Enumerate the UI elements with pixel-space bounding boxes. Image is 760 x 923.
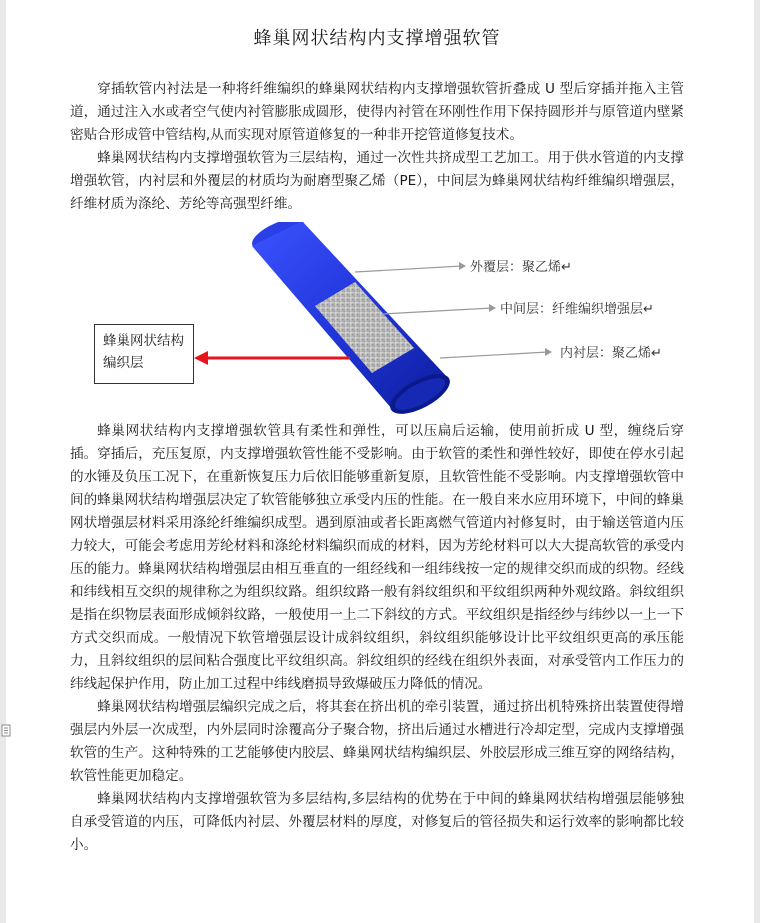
label-middle-layer: 中间层：纤维编织增强层↵ xyxy=(500,302,654,317)
callout-box: 蜂巢网状结构编织层 xyxy=(94,324,194,384)
leader-inner xyxy=(440,352,548,358)
paragraph-2: 蜂巢网状结构内支撑增强软管为三层结构，通过一次性共挤成型工艺加工。用于供水管道的内支撑增强软管，内衬层和外覆层的材质均为耐磨型聚乙烯（PE），中间层为蜂巢网状结构纤维编织增强层，纤维材质为涤纶、芳纶等高强型纤维。 xyxy=(70,150,684,212)
paragraph-3: 蜂巢网状结构内支撑增强软管具有柔性和弹性，可以压扁后运输，使用前折成 U 型，缠绕后穿插。穿插后，充压复原，内支撑增强软管性能不受影响。由于软管的柔性和弹性较好，即使在停水引起的水锤及负压工况下，在重新恢复压力后依旧能够重新复原，且软管性能不受影响。内支撑增强软管中间的蜂巢网状结构增强层决定了软管能够独立承受内压的性能。在一般自来水应用环境下，中间的蜂巢网状增强层材料采用涤纶纤维编织成型。遇到原油或者长距离燃气管道内衬修复时，由于输送管道内压力较大，可能会考虑用芳纶材料和涤纶材料编织而成的材料，因为芳纶材料可以大大提高软管的承受内压的能力。蜂巢网状结构增强层由相互垂直的一组经线和一组纬线按一定的规律交织而成的织物。经线和纬线相互交织的规律称之为组织纹路。组织纹路一般有斜纹组织和平纹组织两种外观纹路。斜纹组织是指在织物层表面形成倾斜纹路，一般使用一上二下斜纹的方式。平纹组织是指经纱与纬纱以一上一下方式交织而成。一般情况下软管增强层设计成斜纹组织，斜纹组织能够设计比平纹组织更高的承压能力，且斜纹组织的层间粘合强度比平纹组织高。斜纹组织的经线在组织外表面，对承受管内工作压力的纬线起保护作用，防止加工过程中纬线磨损导致爆破压力降低的情况。 xyxy=(70,423,684,692)
pipe-figure xyxy=(70,222,684,418)
document-title: 蜂巢网状结构内支撑增强软管 xyxy=(253,28,501,49)
callout-arrowhead xyxy=(194,351,208,365)
paragraph-5: 蜂巢网状结构内支撑增强软管为多层结构,多层结构的优势在于中间的蜂巢网状结构增强层能够独自承受管道的内压，可降低内衬层、外覆层材料的厚度，对修复后的管径损失和运行效率的影响都比较小。 xyxy=(70,791,684,853)
label-inner-layer: 内衬层：聚乙烯↵ xyxy=(560,346,662,361)
label-outer-layer: 外覆层：聚乙烯↵ xyxy=(470,260,572,275)
pipe-diagram xyxy=(70,222,684,418)
page-edge-left xyxy=(0,0,6,923)
leader-middle-arrow xyxy=(489,304,496,312)
leader-outer-arrow xyxy=(459,262,466,270)
leader-inner-arrow xyxy=(545,348,552,356)
doc-margin-icon[interactable] xyxy=(1,724,12,737)
paragraph-4: 蜂巢网状结构增强层编织完成之后，将其套在挤出机的牵引装置，通过挤出机特殊挤出装置使得增强层内外层一次成型，内外层同时涂覆高分子聚合物，挤出后通过水槽进行冷却定型，完成内支撑增强软管的生产。这种特殊的工艺能够使内胶层、蜂巢网状结构编织层、外胶层形成三维互穿的网络结构，软管性能更加稳定。 xyxy=(70,699,684,784)
paragraph-1: 穿插软管内衬法是一种将纤维编织的蜂巢网状结构内支撑增强软管折叠成 U 型后穿插并拖入主管道，通过注入水或者空气使内衬管膨胀成圆形，使得内衬管在环刚性作用下保持圆形并与原管道内壁紧密贴合形成管中管结构,从而实现对原管道修复的一种非开挖管道修复技术。 xyxy=(70,81,684,143)
document-body xyxy=(70,0,684,857)
page-edge-right xyxy=(754,0,760,923)
leader-outer xyxy=(355,266,462,272)
leader-middle xyxy=(382,308,492,314)
